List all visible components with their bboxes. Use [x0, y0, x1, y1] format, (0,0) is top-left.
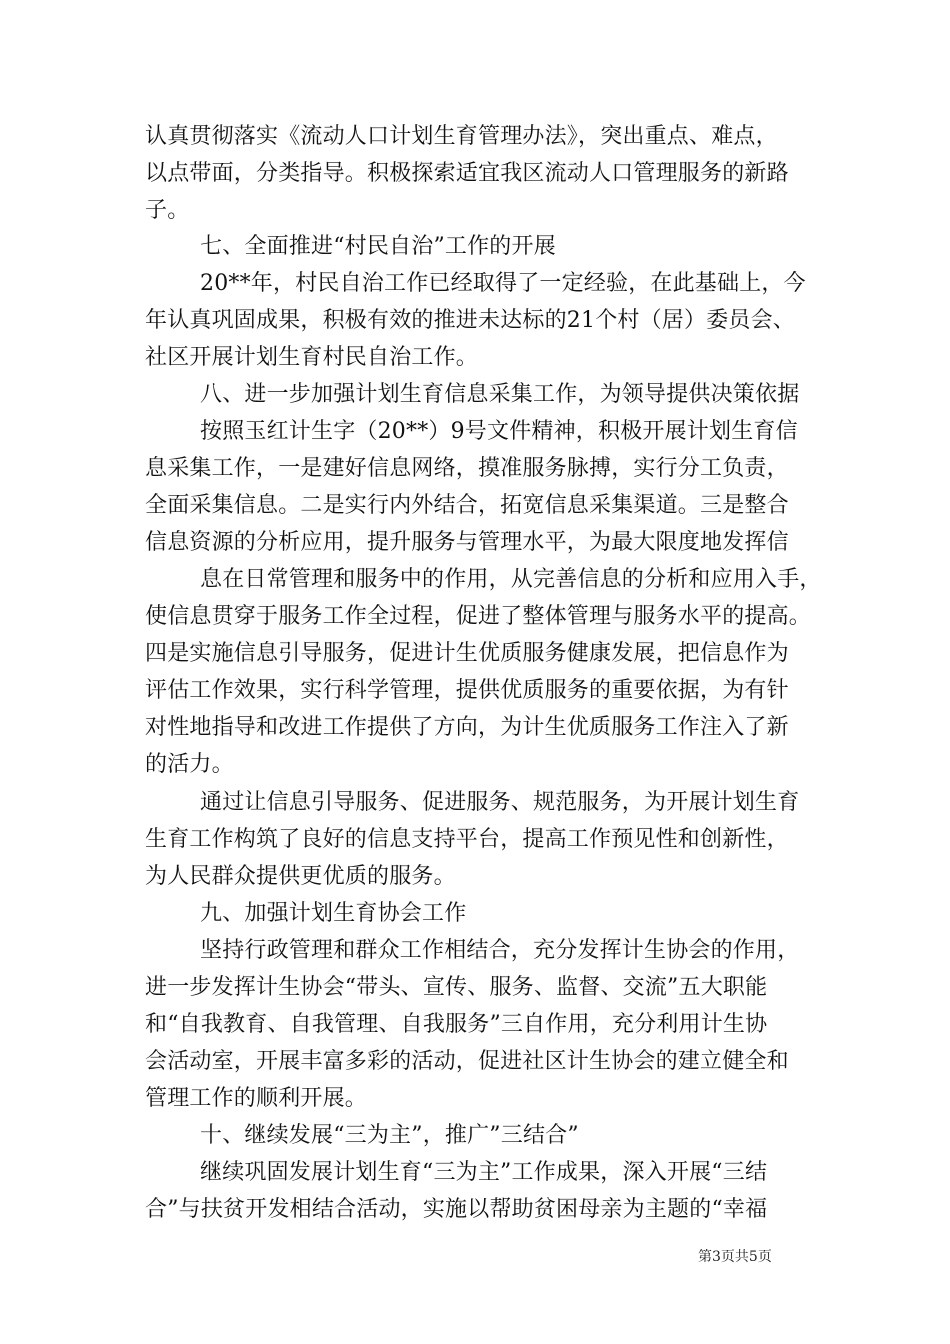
body-line: 坚持行政管理和群众工作相结合，充分发挥计生协会的作用，	[200, 938, 800, 963]
body-line: 四是实施信息引导服务，促进计生优质服务健康发展，把信息作为	[145, 641, 789, 666]
body-line: 年认真巩固成果，积极有效的推进未达标的21个村（居）委员会、	[145, 308, 795, 333]
page-number: 第3页共5页	[698, 1249, 772, 1265]
body-line: 以点带面，分类指导。积极探索适宜我区流动人口管理服务的新路	[145, 161, 789, 186]
body-line: 为人民群众提供更优质的服务。	[145, 864, 456, 889]
body-line: 会活动室，开展丰富多彩的活动，促进社区计生协会的建立健全和	[145, 1049, 789, 1074]
body-line: 信息资源的分析应用，提升服务与管理水平，为最大限度地发挥信	[145, 530, 789, 555]
body-line: 继续巩固发展计划生育“三为主”工作成果，深入开展“三结	[200, 1160, 768, 1185]
section-heading: 九、加强计划生育协会工作	[200, 901, 467, 926]
body-line: 生育工作构筑了良好的信息支持平台，提高工作预见性和创新性，	[145, 827, 789, 852]
body-line: 通过让信息引导服务、促进服务、规范服务，为开展计划生育	[200, 790, 800, 815]
body-line: 管理工作的顺利开展。	[145, 1086, 368, 1111]
body-line: 子。	[145, 198, 190, 223]
body-line: 息在日常管理和服务中的作用，从完善信息的分析和应用入手，	[200, 567, 822, 592]
section-heading: 十、继续发展“三为主”，推广”三结合”	[200, 1123, 579, 1148]
body-line: 对性地指导和改进工作提供了方向，为计生优质服务工作注入了新	[145, 715, 789, 740]
section-heading: 八、进一步加强计划生育信息采集工作，为领导提供决策依据	[200, 382, 800, 407]
body-line: 的活力。	[145, 752, 234, 777]
body-line: 社区开展计划生育村民自治工作。	[145, 345, 479, 370]
section-heading: 七、全面推进“村民自治”工作的开展	[200, 234, 556, 259]
body-line: 息采集工作，一是建好信息网络，摸准服务脉搏，实行分工负责，	[145, 456, 789, 481]
body-line: 和“自我教育、自我管理、自我服务”三自作用，充分利用计生协	[145, 1012, 768, 1037]
body-line: 合”与扶贫开发相结合活动，实施以帮助贫困母亲为主题的“幸福	[145, 1197, 768, 1222]
body-line: 20**年，村民自治工作已经取得了一定经验，在此基础上，今	[200, 271, 806, 296]
body-line: 认真贯彻落实《流动人口计划生育管理办法》，突出重点、难点，	[145, 124, 778, 149]
body-line: 进一步发挥计生协会“带头、宣传、服务、监督、交流”五大职能	[145, 975, 768, 1000]
body-line: 按照玉红计生字（20**）9号文件精神，积极开展计划生育信	[200, 419, 798, 444]
body-line: 全面采集信息。二是实行内外结合，拓宽信息采集渠道。三是整合	[145, 493, 789, 518]
body-line: 评估工作效果，实行科学管理，提供优质服务的重要依据，为有针	[145, 678, 789, 703]
body-line: 使信息贯穿于服务工作全过程，促进了整体管理与服务水平的提高。	[145, 604, 812, 629]
